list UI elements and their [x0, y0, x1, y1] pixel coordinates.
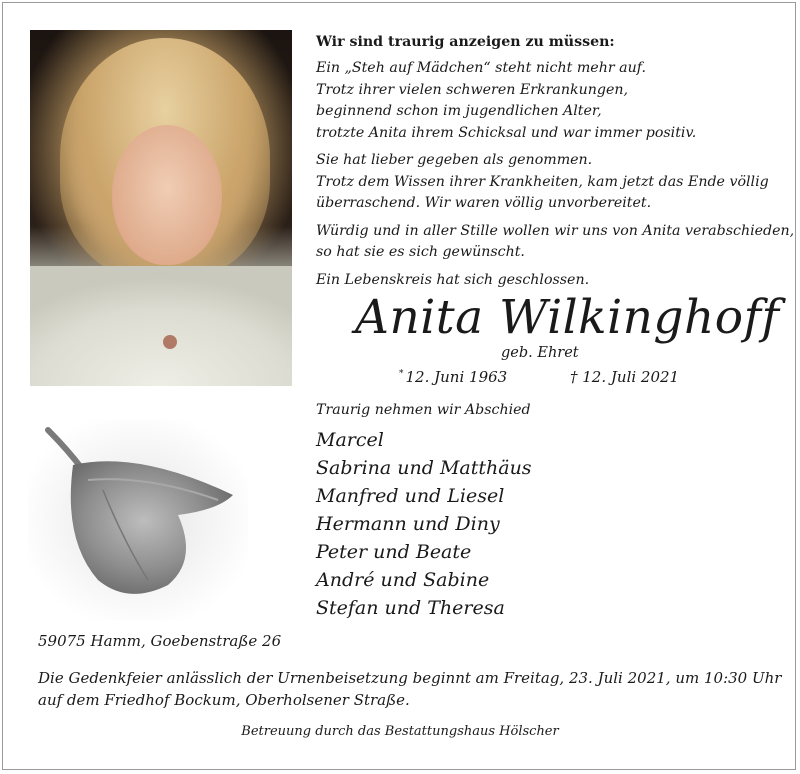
maiden-name: geb. Ehret	[501, 345, 579, 361]
ceremony-line: Die Gedenkfeier anlässlich der Urnenbeisetzung beginnt am Freitag, 23. Juli 2021, um 10:30 Uhr	[38, 669, 782, 687]
message-paragraph	[316, 58, 794, 144]
notice-headline: Wir sind traurig anzeigen zu müssen:	[316, 34, 615, 50]
mourner-name: André und Sabine	[316, 569, 490, 591]
portrait-shirt	[30, 266, 292, 386]
message-line: Sie hat lieber gegeben als genommen.	[316, 152, 593, 168]
mourner-name: Sabrina und Matthäus	[316, 457, 532, 479]
message-paragraph	[316, 150, 794, 215]
birth-symbol: *	[399, 369, 404, 379]
tulip-image	[28, 420, 248, 620]
message-line: Trotz ihrer vielen schweren Erkrankungen,	[316, 81, 628, 98]
mourner-name: Stefan und Theresa	[316, 597, 505, 619]
message-line: Trotz dem Wissen ihrer Krankheiten, kam jetzt das Ende völlig	[316, 173, 769, 190]
portrait-face	[112, 125, 222, 265]
birth-date	[399, 368, 507, 386]
ceremony-line: auf dem Friedhof Bockum, Oberholsener Straße.	[38, 691, 410, 709]
funeral-home-credit: Betreuung durch das Bestattungshaus Hölscher	[241, 724, 559, 739]
ceremony-info	[38, 667, 781, 711]
message-paragraph	[316, 221, 794, 264]
mourner-name: Peter und Beate	[316, 541, 472, 563]
deceased-name: Anita Wilkinghoff	[355, 290, 780, 345]
message-line: Ein Lebenskreis hat sich geschlossen.	[316, 271, 590, 288]
mourners-list	[316, 426, 532, 622]
portrait-photo	[30, 30, 292, 386]
family-address: 59075 Hamm, Goebenstraße 26	[38, 632, 282, 650]
birth-date-text: 12. Juni 1963	[405, 368, 508, 386]
mourner-name: Marcel	[316, 429, 384, 451]
message-line: beginnend schon im jugendlichen Alter,	[316, 103, 602, 119]
mourner-name: Hermann und Diny	[316, 513, 500, 535]
mourners-intro: Traurig nehmen wir Abschied	[316, 402, 531, 418]
death-date: † 12. Juli 2021	[570, 368, 680, 386]
message-line: trotzte Anita ihrem Schicksal und war immer positiv.	[316, 124, 697, 141]
portrait-pendant	[163, 335, 177, 349]
mourner-name: Manfred und Liesel	[316, 485, 505, 507]
message-line: Würdig und in aller Stille wollen wir uns von Anita verabschieden,	[316, 222, 795, 239]
message-line: überraschend. Wir waren völlig unvorbereitet.	[316, 195, 652, 211]
message-line: Ein „Steh auf Mädchen“ steht nicht mehr auf.	[316, 60, 646, 76]
message-line: so hat sie es sich gewünscht.	[316, 244, 525, 260]
message-text	[316, 58, 794, 297]
